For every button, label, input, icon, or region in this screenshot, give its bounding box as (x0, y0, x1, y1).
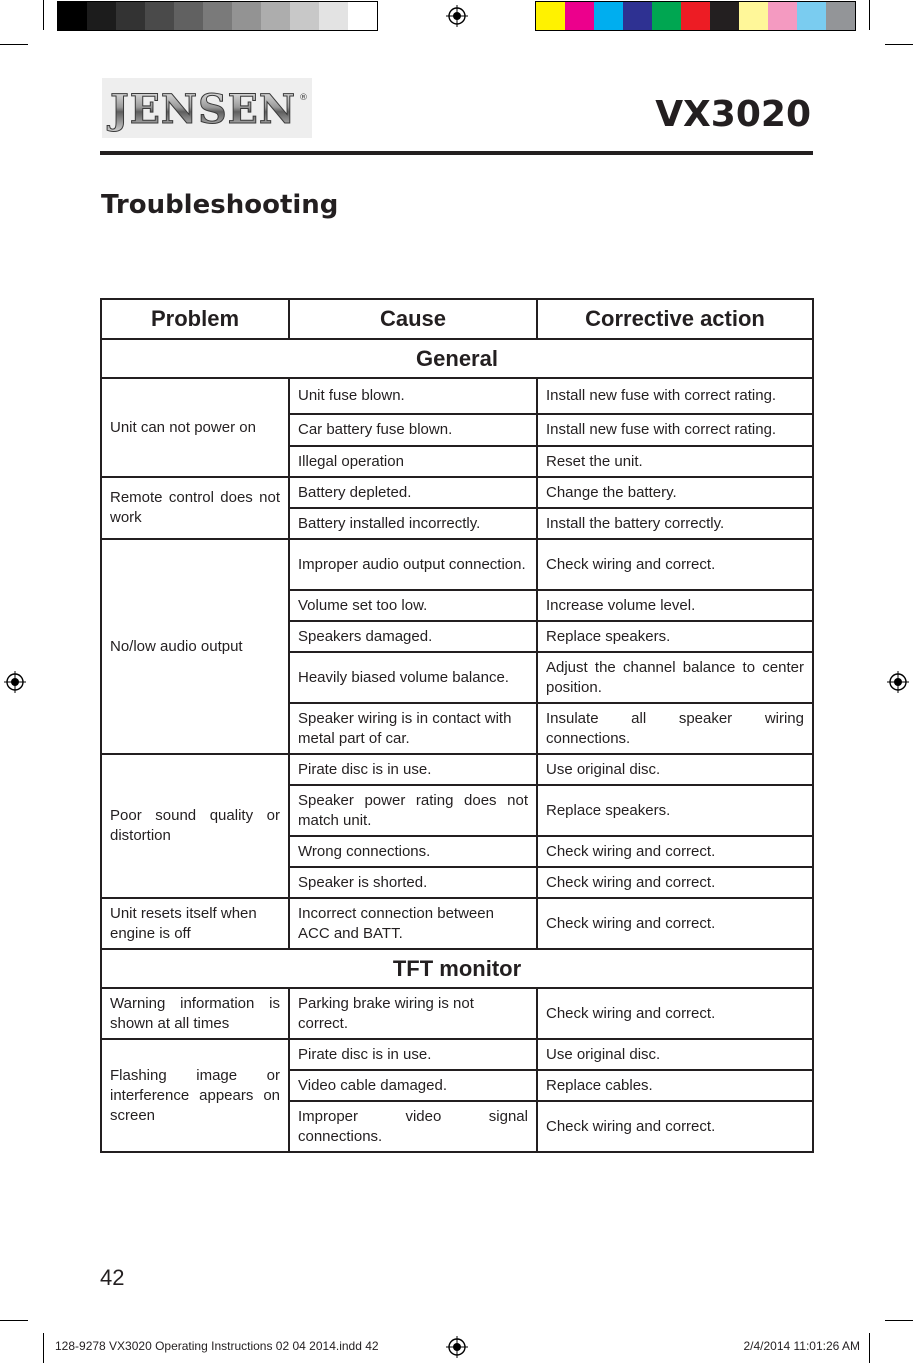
table-header-row (101, 299, 813, 339)
print-timestamp: 2/4/2014 11:01:26 AM (743, 1339, 860, 1353)
registration-mark-icon (446, 5, 468, 27)
problem-cell: Unit can not power on (101, 378, 289, 477)
model-number: VX3020 (655, 94, 811, 135)
action-cell: Check wiring and correct. (537, 836, 813, 867)
cause-cell: Heavily biased volume balance. (289, 652, 537, 703)
action-cell: Use original disc. (537, 1039, 813, 1070)
group-title-general: General (101, 339, 813, 378)
cause-cell: Wrong connections. (289, 836, 537, 867)
jensen-logo (102, 78, 312, 138)
registration-mark-icon (4, 671, 26, 693)
table-row (101, 539, 813, 590)
color-bar-frame (535, 1, 856, 31)
crop-mark (0, 44, 28, 45)
action-cell: Replace cables. (537, 1070, 813, 1101)
table-row (101, 898, 813, 949)
cause-cell: Speaker wiring is in contact with metal part of car. (289, 703, 537, 754)
crop-mark (885, 1320, 913, 1321)
cause-cell: Pirate disc is in use. (289, 754, 537, 785)
action-cell: Check wiring and correct. (537, 867, 813, 898)
action-cell: Use original disc. (537, 754, 813, 785)
cause-cell: Incorrect connection between ACC and BATT. (289, 898, 537, 949)
page-title: Troubleshooting (101, 190, 339, 220)
cause-cell: Speakers damaged. (289, 621, 537, 652)
table-row (101, 988, 813, 1039)
table-row (101, 477, 813, 508)
registration-mark-icon (887, 671, 909, 693)
cause-cell: Unit fuse blown. (289, 378, 537, 414)
cause-cell: Improper video signal connections. (289, 1101, 537, 1152)
problem-cell: Warning information is shown at all times (101, 988, 289, 1039)
table-row (101, 378, 813, 414)
registration-mark-icon (446, 1336, 468, 1358)
column-header-corrective-action: Corrective action (537, 299, 813, 339)
group-header-row (101, 949, 813, 988)
table-row (101, 754, 813, 785)
header-rule (100, 151, 813, 155)
problem-cell: Poor sound quality or distortion (101, 754, 289, 898)
table-row (101, 1039, 813, 1070)
action-cell: Install new fuse with correct rating. (537, 378, 813, 414)
crop-mark (885, 44, 913, 45)
page-number: 42 (100, 1265, 125, 1290)
problem-cell: Flashing image or interference appears on screen (101, 1039, 289, 1152)
cause-cell: Battery installed incorrectly. (289, 508, 537, 539)
svg-text:®: ® (299, 93, 308, 103)
problem-cell: No/low audio output (101, 539, 289, 754)
action-cell: Increase volume level. (537, 590, 813, 621)
problem-cell: Remote control does not work (101, 477, 289, 539)
troubleshooting-table (100, 298, 814, 1153)
cause-cell: Battery depleted. (289, 477, 537, 508)
crop-mark (0, 1320, 28, 1321)
action-cell: Insulate all speaker wiring connections. (537, 703, 813, 754)
action-cell: Install the battery correctly. (537, 508, 813, 539)
svg-text:JENSEN: JENSEN (107, 86, 297, 133)
cause-cell: Video cable damaged. (289, 1070, 537, 1101)
file-slug: 128-9278 VX3020 Operating Instructions 02 04 2014.indd 42 (55, 1339, 379, 1353)
column-header-cause: Cause (289, 299, 537, 339)
cause-cell: Improper audio output connection. (289, 539, 537, 590)
cause-cell: Speaker power rating does not match unit. (289, 785, 537, 836)
action-cell: Replace speakers. (537, 621, 813, 652)
color-bar-frame (57, 1, 378, 31)
action-cell: Check wiring and correct. (537, 988, 813, 1039)
column-header-problem: Problem (101, 299, 289, 339)
action-cell: Check wiring and correct. (537, 1101, 813, 1152)
group-title-tft-monitor: TFT monitor (101, 949, 813, 988)
action-cell: Adjust the channel balance to center position. (537, 652, 813, 703)
action-cell: Install new fuse with correct rating. (537, 414, 813, 446)
action-cell: Change the battery. (537, 477, 813, 508)
crop-mark (869, 0, 870, 30)
cause-cell: Speaker is shorted. (289, 867, 537, 898)
action-cell: Reset the unit. (537, 446, 813, 477)
cause-cell: Volume set too low. (289, 590, 537, 621)
action-cell: Check wiring and correct. (537, 898, 813, 949)
cause-cell: Car battery fuse blown. (289, 414, 537, 446)
cause-cell: Pirate disc is in use. (289, 1039, 537, 1070)
crop-mark (869, 1333, 870, 1363)
crop-mark (43, 0, 44, 30)
group-header-row (101, 339, 813, 378)
problem-cell: Unit resets itself when engine is off (101, 898, 289, 949)
action-cell: Check wiring and correct. (537, 539, 813, 590)
action-cell: Replace speakers. (537, 785, 813, 836)
crop-mark (43, 1333, 44, 1363)
cause-cell: Illegal operation (289, 446, 537, 477)
cause-cell: Parking brake wiring is not correct. (289, 988, 537, 1039)
